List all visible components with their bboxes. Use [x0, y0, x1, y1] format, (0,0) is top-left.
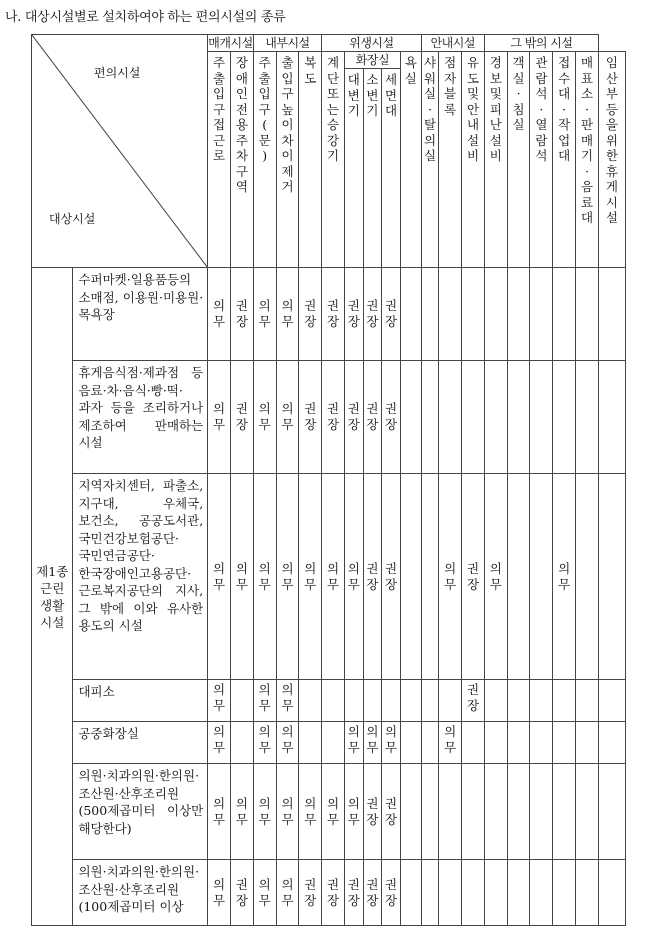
requirement-cell	[530, 268, 553, 361]
requirement-cell: 의 무	[439, 474, 462, 680]
column-header: 유 도 및 안 내 설 비	[462, 52, 485, 268]
requirement-cell	[382, 680, 401, 722]
requirement-cell	[507, 268, 530, 361]
requirement-cell: 의 무	[276, 722, 299, 764]
requirement-cell: 권 장	[363, 268, 382, 361]
requirement-cell	[230, 722, 253, 764]
group-header: 위생시설	[322, 35, 422, 52]
facility-type-cell: 의원·치과의원·한의원·조산원·산후조리원(100제곱미터 이상	[73, 860, 208, 926]
column-header: 소 변 기	[363, 69, 382, 268]
requirement-cell: 권 장	[382, 474, 401, 680]
requirement-cell: 의 무	[253, 680, 276, 722]
requirement-cell	[439, 860, 462, 926]
requirement-cell	[553, 268, 576, 361]
requirement-cell: 의 무	[276, 361, 299, 474]
requirement-cell	[230, 680, 253, 722]
column-header: 대 변 기	[344, 69, 363, 268]
requirement-cell	[598, 860, 625, 926]
table-row	[32, 474, 626, 680]
requirement-cell: 권 장	[344, 361, 363, 474]
requirement-cell	[598, 361, 625, 474]
requirement-cell	[598, 268, 625, 361]
requirement-cell: 권 장	[299, 860, 322, 926]
requirement-cell	[530, 722, 553, 764]
requirement-cell	[439, 361, 462, 474]
table-row	[32, 268, 626, 361]
table-row	[32, 361, 626, 474]
requirement-cell	[576, 680, 599, 722]
requirement-cell	[462, 764, 485, 860]
column-header: 경 보 및 피 난 설 비	[484, 52, 507, 268]
requirement-cell: 의 무	[439, 722, 462, 764]
requirement-cell: 의 무	[299, 764, 322, 860]
requirement-cell	[462, 361, 485, 474]
requirement-cell	[530, 764, 553, 860]
facility-type-cell: 의원·치과의원·한의원·조산원·산후조리원(500제곱미터 이상만 해당한다)	[73, 764, 208, 860]
requirement-cell	[576, 268, 599, 361]
requirement-cell	[484, 361, 507, 474]
column-header: 접 수 대 · 작 업 대	[553, 52, 576, 268]
requirement-cell: 의 무	[553, 474, 576, 680]
requirement-cell: 의 무	[253, 764, 276, 860]
facility-type-cell: 대피소	[73, 680, 208, 722]
requirement-cell	[484, 268, 507, 361]
requirement-cell	[421, 860, 439, 926]
requirement-cell: 의 무	[276, 680, 299, 722]
requirement-cell	[421, 722, 439, 764]
requirement-cell: 권 장	[344, 268, 363, 361]
requirement-cell	[553, 680, 576, 722]
group-header: 그 밖의 시설	[484, 35, 598, 52]
requirement-cell	[400, 680, 421, 722]
requirement-cell: 권 장	[382, 268, 401, 361]
column-header: 매 표 소 · 판 매 기 · 음 료 대	[576, 52, 599, 268]
requirement-cell	[530, 361, 553, 474]
column-header: 세 면 대	[382, 69, 401, 268]
requirement-cell	[507, 680, 530, 722]
column-header: 출 입 구 높 이 차 이 제 거	[276, 52, 299, 268]
requirement-cell	[462, 268, 485, 361]
requirement-cell	[322, 722, 345, 764]
requirement-cell	[421, 474, 439, 680]
requirement-cell: 의 무	[276, 764, 299, 860]
requirement-cell	[322, 680, 345, 722]
requirement-cell: 의 무	[276, 268, 299, 361]
toilet-group-header: 화장실	[344, 52, 400, 69]
requirement-cell	[530, 860, 553, 926]
requirement-cell	[462, 860, 485, 926]
facility-type-cell: 공중화장실	[73, 722, 208, 764]
requirement-cell: 권 장	[462, 474, 485, 680]
requirement-cell	[576, 361, 599, 474]
requirement-cell	[553, 764, 576, 860]
requirement-cell: 권 장	[462, 680, 485, 722]
column-header: 점 자 블 록	[439, 52, 462, 268]
requirement-cell: 의 무	[344, 474, 363, 680]
requirement-cell: 의 무	[208, 722, 231, 764]
section-title: 나. 대상시설별로 설치하여야 하는 편의시설의 종류	[5, 10, 286, 25]
requirement-cell: 권 장	[230, 361, 253, 474]
requirement-cell: 의 무	[208, 361, 231, 474]
requirement-cell	[553, 361, 576, 474]
requirement-cell: 권 장	[230, 268, 253, 361]
column-header: 주 출 입 구 접 근 로	[208, 52, 231, 268]
requirement-cell: 권 장	[382, 361, 401, 474]
requirement-cell: 의 무	[344, 722, 363, 764]
requirement-cell	[400, 860, 421, 926]
column-header: 장 애 인 전 용 주 차 구 역	[230, 52, 253, 268]
table-row	[32, 860, 626, 926]
requirement-cell	[598, 722, 625, 764]
requirement-cell: 권 장	[322, 361, 345, 474]
requirement-cell	[576, 860, 599, 926]
requirement-cell	[439, 764, 462, 860]
requirement-cell	[400, 268, 421, 361]
requirement-cell: 의 무	[253, 361, 276, 474]
requirement-cell	[299, 680, 322, 722]
requirement-cell	[299, 722, 322, 764]
requirement-cell	[507, 764, 530, 860]
requirement-cell: 의 무	[363, 722, 382, 764]
requirement-cell: 의 무	[299, 474, 322, 680]
requirement-cell	[421, 268, 439, 361]
requirement-cell	[400, 722, 421, 764]
requirement-cell: 권 장	[299, 361, 322, 474]
requirement-cell	[530, 474, 553, 680]
requirement-cell: 의 무	[253, 860, 276, 926]
facility-type-cell: 지역자치센터, 파출소, 지구대, 우체국, 보건소, 공공도서관, 국민건강보험공단·국민연금공단·한국장애인고용공단·근로복지공단의 지사, 그 밖에 이와 유사한 용도의 시설	[73, 474, 208, 680]
facilities-table	[31, 34, 626, 926]
diagonal-header	[32, 35, 208, 268]
requirement-cell: 권 장	[363, 764, 382, 860]
requirement-cell	[507, 722, 530, 764]
requirement-cell: 권 장	[322, 268, 345, 361]
column-header: 계 단 또 는 승 강 기	[322, 52, 345, 268]
requirement-cell: 의 무	[230, 764, 253, 860]
requirement-cell	[484, 764, 507, 860]
requirement-cell: 의 무	[230, 474, 253, 680]
requirement-cell: 권 장	[363, 474, 382, 680]
requirement-cell	[553, 860, 576, 926]
column-header: 임 산 부 등 을 위 한 휴 게 시 설	[598, 52, 625, 268]
table-row	[32, 680, 626, 722]
requirement-cell	[439, 268, 462, 361]
facility-type-cell: 휴게음식점·제과점 등 음료·차·음식·빵·떡·과자 등을 조리하거나 제조하여 판매하는 시설	[73, 361, 208, 474]
column-header: 주 출 입 구 ( 문 )	[253, 52, 276, 268]
requirement-cell: 권 장	[363, 860, 382, 926]
requirement-cell	[598, 474, 625, 680]
requirement-cell	[484, 722, 507, 764]
requirement-cell	[576, 474, 599, 680]
requirement-cell: 의 무	[322, 474, 345, 680]
requirement-cell: 권 장	[382, 860, 401, 926]
target-header-label: 대상시설	[49, 212, 96, 226]
requirement-cell	[439, 680, 462, 722]
requirement-cell	[598, 764, 625, 860]
requirement-cell	[507, 361, 530, 474]
requirement-cell: 권 장	[230, 860, 253, 926]
requirement-cell: 의 무	[344, 764, 363, 860]
requirement-cell	[363, 680, 382, 722]
requirement-cell: 의 무	[382, 722, 401, 764]
requirement-cell: 의 무	[253, 722, 276, 764]
requirement-cell: 의 무	[208, 268, 231, 361]
requirement-cell	[400, 474, 421, 680]
column-header: 관 람 석 · 열 람 석	[530, 52, 553, 268]
requirement-cell	[507, 860, 530, 926]
requirement-cell: 의 무	[322, 764, 345, 860]
requirement-cell	[400, 764, 421, 860]
requirement-cell: 권 장	[382, 764, 401, 860]
requirement-cell	[484, 860, 507, 926]
column-header: 욕 실	[400, 52, 421, 268]
requirement-cell	[421, 361, 439, 474]
table-row	[32, 722, 626, 764]
column-header: 객 실 · 침 실	[507, 52, 530, 268]
facility-header-label: 편의시설	[94, 66, 141, 80]
requirement-cell	[400, 361, 421, 474]
requirement-cell	[576, 722, 599, 764]
requirement-cell: 의 무	[208, 764, 231, 860]
requirement-cell	[576, 764, 599, 860]
requirement-cell: 의 무	[484, 474, 507, 680]
requirement-cell	[344, 680, 363, 722]
requirement-cell	[598, 680, 625, 722]
requirement-cell: 의 무	[208, 860, 231, 926]
requirement-cell: 의 무	[276, 860, 299, 926]
requirement-cell	[507, 474, 530, 680]
requirement-cell	[421, 764, 439, 860]
requirement-cell	[462, 722, 485, 764]
requirement-cell: 의 무	[208, 680, 231, 722]
requirement-cell: 의 무	[208, 474, 231, 680]
group-header: 안내시설	[421, 35, 484, 52]
requirement-cell: 의 무	[276, 474, 299, 680]
table-row	[32, 764, 626, 860]
requirement-cell	[530, 680, 553, 722]
requirement-cell: 의 무	[253, 474, 276, 680]
group-header: 매개시설	[208, 36, 253, 50]
column-header: 샤 워 실 · 탈 의 실	[421, 52, 439, 268]
requirement-cell: 의 무	[253, 268, 276, 361]
requirement-cell	[484, 680, 507, 722]
group-header: 내부시설	[253, 35, 321, 52]
requirement-cell	[553, 722, 576, 764]
requirement-cell: 권 장	[299, 268, 322, 361]
requirement-cell: 권 장	[322, 860, 345, 926]
category-cell: 제1종 근린 생활 시설	[32, 268, 73, 926]
facility-type-cell: 수퍼마켓·일용품등의 소매점, 이용원·미용원·목욕장	[73, 268, 208, 361]
requirement-cell: 권 장	[363, 361, 382, 474]
column-header: 복 도	[299, 52, 322, 268]
requirement-cell: 권 장	[344, 860, 363, 926]
requirement-cell	[421, 680, 439, 722]
